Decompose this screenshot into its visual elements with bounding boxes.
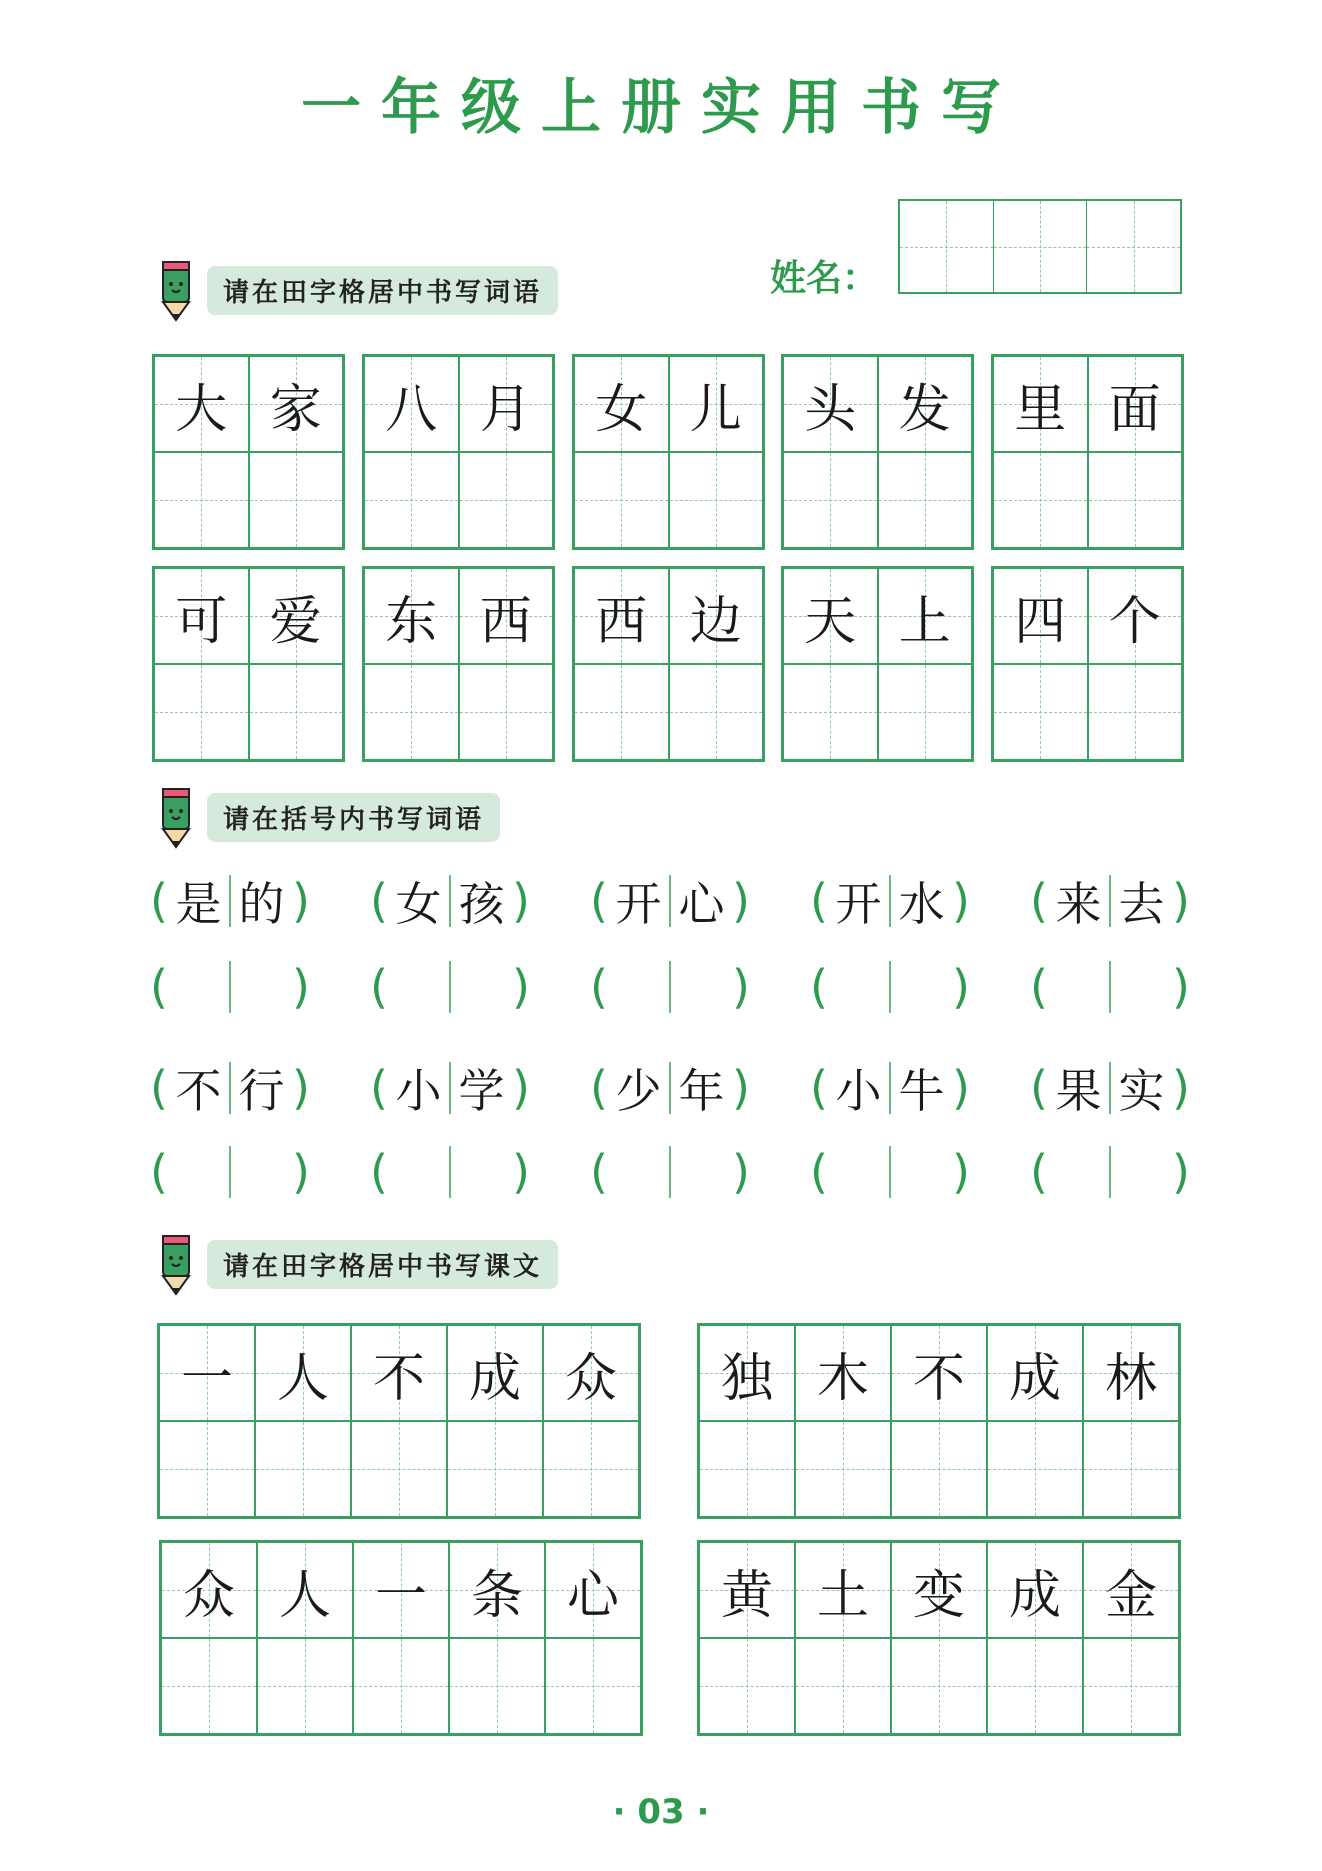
model-char-cell xyxy=(795,1542,891,1638)
practice-cell[interactable] xyxy=(574,664,669,760)
char-divider xyxy=(1109,961,1111,1013)
model-char: 成 xyxy=(468,1348,521,1409)
practice-cell[interactable] xyxy=(783,664,878,760)
pencil-icon xyxy=(155,1232,197,1296)
word-block xyxy=(991,566,1184,762)
practice-cell[interactable] xyxy=(154,452,249,548)
section-tag: 请在括号内书写词语 xyxy=(207,793,500,842)
phrase-char: 心 xyxy=(678,877,725,931)
practice-cell[interactable] xyxy=(891,1421,987,1517)
name-cell[interactable] xyxy=(994,201,1088,292)
paren-row xyxy=(150,1145,1190,1199)
left-paren: ( xyxy=(590,960,608,1014)
model-char: 众 xyxy=(564,1348,617,1409)
model-char: 不 xyxy=(912,1348,965,1409)
model-char: 不 xyxy=(372,1348,425,1409)
model-char-cell xyxy=(459,356,554,452)
text-block xyxy=(157,1323,641,1519)
right-paren: ) xyxy=(512,874,530,928)
model-char: 金 xyxy=(1104,1565,1157,1626)
model-char-cell xyxy=(1083,1542,1179,1638)
practice-cell[interactable] xyxy=(459,452,554,548)
section-label-text xyxy=(155,1232,558,1296)
text-block xyxy=(697,1323,1181,1519)
model-char: 可 xyxy=(175,591,228,652)
model-char-cell xyxy=(364,356,459,452)
paren-row xyxy=(150,960,1190,1014)
model-char: 变 xyxy=(912,1565,965,1626)
model-char-cell xyxy=(545,1542,641,1638)
practice-cell[interactable] xyxy=(543,1421,639,1517)
phrase-char: 开 xyxy=(615,877,662,931)
model-char: 上 xyxy=(898,591,951,652)
phrase-char: 来 xyxy=(1055,877,1102,931)
practice-cell[interactable] xyxy=(699,1421,795,1517)
model-char: 爱 xyxy=(269,591,322,652)
paren-phrase xyxy=(1030,1055,1190,1121)
paren-blank[interactable] xyxy=(370,960,530,1014)
model-char-cell xyxy=(249,568,344,664)
text-block xyxy=(159,1540,643,1736)
paren-blank[interactable] xyxy=(1030,960,1190,1014)
right-paren: ) xyxy=(1172,960,1190,1014)
char-divider xyxy=(669,1146,671,1198)
left-paren: ( xyxy=(810,960,828,1014)
section-tag: 请在田字格居中书写课文 xyxy=(207,1240,558,1289)
right-paren: ) xyxy=(292,874,310,928)
word-block xyxy=(152,354,345,550)
char-divider xyxy=(889,961,891,1013)
phrase-char: 不 xyxy=(175,1064,222,1118)
char-divider xyxy=(1109,1146,1111,1198)
model-char-cell xyxy=(159,1325,255,1421)
practice-cell[interactable] xyxy=(878,452,973,548)
model-char: 一 xyxy=(180,1348,233,1409)
practice-cell[interactable] xyxy=(1088,664,1183,760)
practice-cell[interactable] xyxy=(353,1638,449,1734)
model-char: 木 xyxy=(816,1348,869,1409)
practice-cell[interactable] xyxy=(257,1638,353,1734)
model-char-cell xyxy=(447,1325,543,1421)
practice-cell[interactable] xyxy=(459,664,554,760)
left-paren: ( xyxy=(150,1061,168,1115)
char-divider xyxy=(449,1146,451,1198)
model-char-cell xyxy=(543,1325,639,1421)
right-paren: ) xyxy=(952,1061,970,1115)
name-cell[interactable] xyxy=(900,201,994,292)
paren-phrase xyxy=(150,868,310,934)
word-block xyxy=(781,354,974,550)
right-paren: ) xyxy=(292,960,310,1014)
model-char: 独 xyxy=(720,1348,773,1409)
model-char-cell xyxy=(364,568,459,664)
model-char: 成 xyxy=(1008,1348,1061,1409)
model-char: 心 xyxy=(566,1565,619,1626)
left-paren: ( xyxy=(1030,1145,1048,1199)
char-divider xyxy=(229,961,231,1013)
model-char: 个 xyxy=(1108,591,1161,652)
phrase-char: 孩 xyxy=(458,877,505,931)
model-char-cell xyxy=(1083,1325,1179,1421)
left-paren: ( xyxy=(150,960,168,1014)
paren-blank[interactable] xyxy=(1030,1145,1190,1199)
phrase-char: 女 xyxy=(395,877,442,931)
model-char-cell xyxy=(255,1325,351,1421)
left-paren: ( xyxy=(150,1145,168,1199)
practice-cell[interactable] xyxy=(795,1638,891,1734)
text-block xyxy=(697,1540,1181,1736)
model-char-cell xyxy=(993,356,1088,452)
model-char-cell xyxy=(351,1325,447,1421)
left-paren: ( xyxy=(1030,874,1048,928)
practice-cell[interactable] xyxy=(351,1421,447,1517)
phrase-char: 少 xyxy=(615,1064,662,1118)
model-char-cell xyxy=(783,568,878,664)
model-char: 西 xyxy=(595,591,648,652)
right-paren: ) xyxy=(1172,1061,1190,1115)
model-char: 大 xyxy=(175,379,228,440)
model-char: 人 xyxy=(278,1565,331,1626)
model-char: 家 xyxy=(269,379,322,440)
paren-phrase xyxy=(590,1055,750,1121)
practice-cell[interactable] xyxy=(783,452,878,548)
right-paren: ) xyxy=(512,1145,530,1199)
model-char: 头 xyxy=(804,379,857,440)
model-char-cell xyxy=(891,1542,987,1638)
model-char: 里 xyxy=(1014,379,1067,440)
paren-blank[interactable] xyxy=(150,960,310,1014)
page-title: 一年级上册实用书写 xyxy=(301,73,1021,143)
model-char-cell xyxy=(449,1542,545,1638)
paren-phrase xyxy=(370,868,530,934)
paren-blank[interactable] xyxy=(810,960,970,1014)
phrase-char: 去 xyxy=(1118,877,1165,931)
model-char-cell xyxy=(878,568,973,664)
phrase-char: 小 xyxy=(835,1064,882,1118)
section-label-parens xyxy=(155,785,500,849)
practice-cell[interactable] xyxy=(249,452,344,548)
model-char: 众 xyxy=(182,1565,235,1626)
model-char: 东 xyxy=(385,591,438,652)
left-paren: ( xyxy=(370,1061,388,1115)
right-paren: ) xyxy=(512,1061,530,1115)
phrase-char: 开 xyxy=(835,877,882,931)
left-paren: ( xyxy=(370,960,388,1014)
model-char-cell xyxy=(783,356,878,452)
left-paren: ( xyxy=(1030,1061,1048,1115)
right-paren: ) xyxy=(512,960,530,1014)
word-block xyxy=(572,354,765,550)
paren-phrase xyxy=(590,868,750,934)
practice-cell[interactable] xyxy=(987,1638,1083,1734)
model-char-cell xyxy=(257,1542,353,1638)
name-field[interactable] xyxy=(898,199,1182,294)
phrase-char: 果 xyxy=(1055,1064,1102,1118)
model-char: 条 xyxy=(470,1565,523,1626)
model-char: 边 xyxy=(689,591,742,652)
page-number: · 03 · xyxy=(612,1792,710,1832)
left-paren: ( xyxy=(150,874,168,928)
model-char-cell xyxy=(987,1325,1083,1421)
practice-cell[interactable] xyxy=(364,664,459,760)
model-char: 黄 xyxy=(720,1565,773,1626)
model-char: 天 xyxy=(804,591,857,652)
model-char-cell xyxy=(669,568,764,664)
paren-phrase xyxy=(150,1055,310,1121)
paren-row xyxy=(150,868,1190,934)
practice-cell[interactable] xyxy=(255,1421,351,1517)
paren-phrase xyxy=(1030,868,1190,934)
right-paren: ) xyxy=(732,874,750,928)
model-char-cell xyxy=(993,568,1088,664)
model-char: 林 xyxy=(1104,1348,1157,1409)
section-label-words xyxy=(155,258,558,322)
phrase-char: 实 xyxy=(1118,1064,1165,1118)
model-char-cell xyxy=(459,568,554,664)
practice-cell[interactable] xyxy=(795,1421,891,1517)
word-block xyxy=(362,354,555,550)
right-paren: ) xyxy=(952,960,970,1014)
model-char-cell xyxy=(574,356,669,452)
paren-row xyxy=(150,1055,1190,1121)
model-char-cell xyxy=(161,1542,257,1638)
phrase-char: 是 xyxy=(175,877,222,931)
left-paren: ( xyxy=(370,1145,388,1199)
practice-cell[interactable] xyxy=(1083,1421,1179,1517)
model-char: 一 xyxy=(374,1565,427,1626)
model-char: 八 xyxy=(385,379,438,440)
right-paren: ) xyxy=(732,1145,750,1199)
model-char: 成 xyxy=(1008,1565,1061,1626)
model-char: 面 xyxy=(1108,379,1161,440)
model-char: 土 xyxy=(816,1565,869,1626)
section-tag: 请在田字格居中书写词语 xyxy=(207,266,558,315)
practice-cell[interactable] xyxy=(159,1421,255,1517)
right-paren: ) xyxy=(952,874,970,928)
practice-cell[interactable] xyxy=(447,1421,543,1517)
model-char-cell xyxy=(154,356,249,452)
paren-phrase xyxy=(810,868,970,934)
phrase-char: 行 xyxy=(238,1064,285,1118)
word-block xyxy=(781,566,974,762)
char-divider xyxy=(669,961,671,1013)
right-paren: ) xyxy=(292,1061,310,1115)
practice-cell[interactable] xyxy=(699,1638,795,1734)
char-divider xyxy=(449,961,451,1013)
model-char-cell xyxy=(878,356,973,452)
left-paren: ( xyxy=(810,874,828,928)
left-paren: ( xyxy=(810,1145,828,1199)
model-char-cell xyxy=(699,1542,795,1638)
model-char-cell xyxy=(574,568,669,664)
right-paren: ) xyxy=(1172,874,1190,928)
right-paren: ) xyxy=(952,1145,970,1199)
practice-cell[interactable] xyxy=(993,452,1088,548)
model-char: 西 xyxy=(479,591,532,652)
practice-cell[interactable] xyxy=(154,664,249,760)
model-char-cell xyxy=(1088,568,1183,664)
practice-cell[interactable] xyxy=(987,1421,1083,1517)
left-paren: ( xyxy=(590,1145,608,1199)
model-char-cell xyxy=(891,1325,987,1421)
model-char: 发 xyxy=(898,379,951,440)
phrase-char: 的 xyxy=(238,877,285,931)
model-char-cell xyxy=(154,568,249,664)
name-label: 姓名： xyxy=(770,258,879,299)
practice-cell[interactable] xyxy=(993,664,1088,760)
practice-cell[interactable] xyxy=(891,1638,987,1734)
model-char-cell xyxy=(353,1542,449,1638)
phrase-char: 牛 xyxy=(898,1064,945,1118)
left-paren: ( xyxy=(810,1061,828,1115)
right-paren: ) xyxy=(732,1061,750,1115)
practice-cell[interactable] xyxy=(545,1638,641,1734)
model-char-cell xyxy=(1088,356,1183,452)
name-cell[interactable] xyxy=(1087,201,1180,292)
right-paren: ) xyxy=(732,960,750,1014)
model-char-cell xyxy=(987,1542,1083,1638)
practice-cell[interactable] xyxy=(1083,1638,1179,1734)
left-paren: ( xyxy=(370,874,388,928)
practice-cell[interactable] xyxy=(161,1638,257,1734)
left-paren: ( xyxy=(590,1061,608,1115)
model-char: 儿 xyxy=(689,379,742,440)
practice-cell[interactable] xyxy=(878,664,973,760)
phrase-char: 年 xyxy=(678,1064,725,1118)
paren-blank[interactable] xyxy=(150,1145,310,1199)
model-char: 人 xyxy=(276,1348,329,1409)
pencil-icon xyxy=(155,785,197,849)
practice-cell[interactable] xyxy=(449,1638,545,1734)
char-divider xyxy=(229,1146,231,1198)
phrase-char: 水 xyxy=(898,877,945,931)
right-paren: ) xyxy=(292,1145,310,1199)
model-char: 月 xyxy=(479,379,532,440)
practice-cell[interactable] xyxy=(669,664,764,760)
paren-blank[interactable] xyxy=(810,1145,970,1199)
phrase-char: 小 xyxy=(395,1064,442,1118)
model-char-cell xyxy=(669,356,764,452)
practice-cell[interactable] xyxy=(364,452,459,548)
paren-blank[interactable] xyxy=(590,960,750,1014)
practice-cell[interactable] xyxy=(669,452,764,548)
practice-cell[interactable] xyxy=(1088,452,1183,548)
practice-cell[interactable] xyxy=(574,452,669,548)
left-paren: ( xyxy=(590,874,608,928)
model-char: 女 xyxy=(595,379,648,440)
paren-blank[interactable] xyxy=(370,1145,530,1199)
model-char-cell xyxy=(795,1325,891,1421)
word-block xyxy=(572,566,765,762)
model-char-cell xyxy=(699,1325,795,1421)
practice-cell[interactable] xyxy=(249,664,344,760)
paren-phrase xyxy=(810,1055,970,1121)
word-block xyxy=(362,566,555,762)
paren-blank[interactable] xyxy=(590,1145,750,1199)
model-char-cell xyxy=(249,356,344,452)
left-paren: ( xyxy=(1030,960,1048,1014)
char-divider xyxy=(889,1146,891,1198)
paren-phrase xyxy=(370,1055,530,1121)
word-block xyxy=(991,354,1184,550)
right-paren: ) xyxy=(1172,1145,1190,1199)
phrase-char: 学 xyxy=(458,1064,505,1118)
word-block xyxy=(152,566,345,762)
model-char: 四 xyxy=(1014,591,1067,652)
pencil-icon xyxy=(155,258,197,322)
